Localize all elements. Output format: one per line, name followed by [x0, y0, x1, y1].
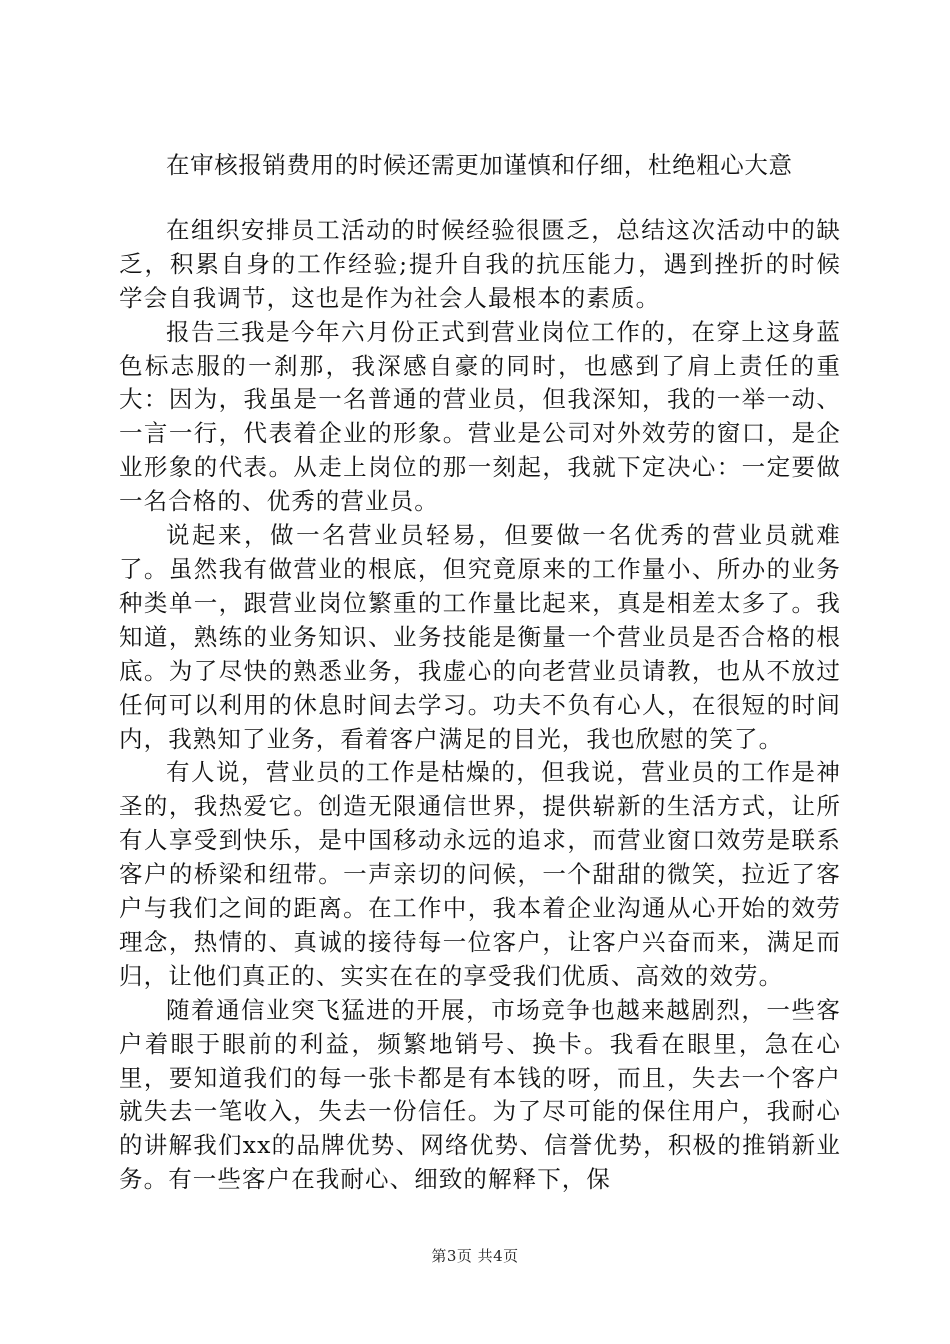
paragraph-1: 在审核报销费用的时候还需更加谨慎和仔细，杜绝粗心大意: [166, 151, 793, 179]
paragraph-5: 有人说，营业员的工作是枯燥的，但我说，营业员的工作是神圣的，我热爱它。创造无限通信世界，提供崭新的生活方式，让所有人享受到快乐，是中国移动永远的追求，而营业窗口效劳是联系客户的桥梁和纽带。一声亲切的问候，一个甜甜的微笑，拉近了客户与我们之间的距离。在工作中，我本着企业沟通从心开始的效劳理念，热情的、真诚的接待每一位客户，让客户兴奋而来，满足而归，让他们真正的、实实在在的享受我们优质、高效的效劳。: [119, 758, 841, 990]
page-footer: 第3页 共4页: [431, 1247, 519, 1265]
document-body: [119, 149, 841, 1197]
paragraph-2: 在组织安排员工活动的时候经验很匮乏，总结这次活动中的缺乏，积累自身的工作经验;提升自我的抗压能力，遇到挫折的时候学会自我调节，这也是作为社会人最根本的素质。: [119, 215, 841, 312]
paragraph-3: 报告三我是今年六月份正式到营业岗位工作的，在穿上这身蓝色标志服的一刹那，我深感自豪的同时，也感到了肩上责任的重大：因为，我虽是一名普通的营业员，但我深知，我的一举一动、一言一行，代表着企业的形象。营业是公司对外效劳的窗口，是企业形象的代表。从走上岗位的那一刻起，我就下定决心：一定要做一名合格的、优秀的营业员。: [119, 317, 841, 516]
paragraph-6: 随着通信业突飞猛进的开展，市场竞争也越来越剧烈，一些客户着眼于眼前的利益，频繁地销号、换卡。我看在眼里，急在心里，要知道我们的每一张卡都是有本钱的呀，而且，失去一个客户就失去一笔收入，失去一份信任。为了尽可能的保住用户，我耐心的讲解我们xx的品牌优势、网络优势、信誉优势，积极的推销新业务。有一些客户在我耐心、细致的解释下，保: [119, 995, 841, 1194]
paragraph-4: 说起来，做一名营业员轻易，但要做一名优秀的营业员就难了。虽然我有做营业的根底，但究竟原来的工作量小、所办的业务种类单一，跟营业岗位繁重的工作量比起来，真是相差太多了。我知道，熟练的业务知识、业务技能是衡量一个营业员是否合格的根底。为了尽快的熟悉业务，我虚心的向老营业员请教，也从不放过任何可以利用的休息时间去学习。功夫不负有心人，在很短的时间内，我熟知了业务，看着客户满足的目光，我也欣慰的笑了。: [119, 521, 841, 753]
